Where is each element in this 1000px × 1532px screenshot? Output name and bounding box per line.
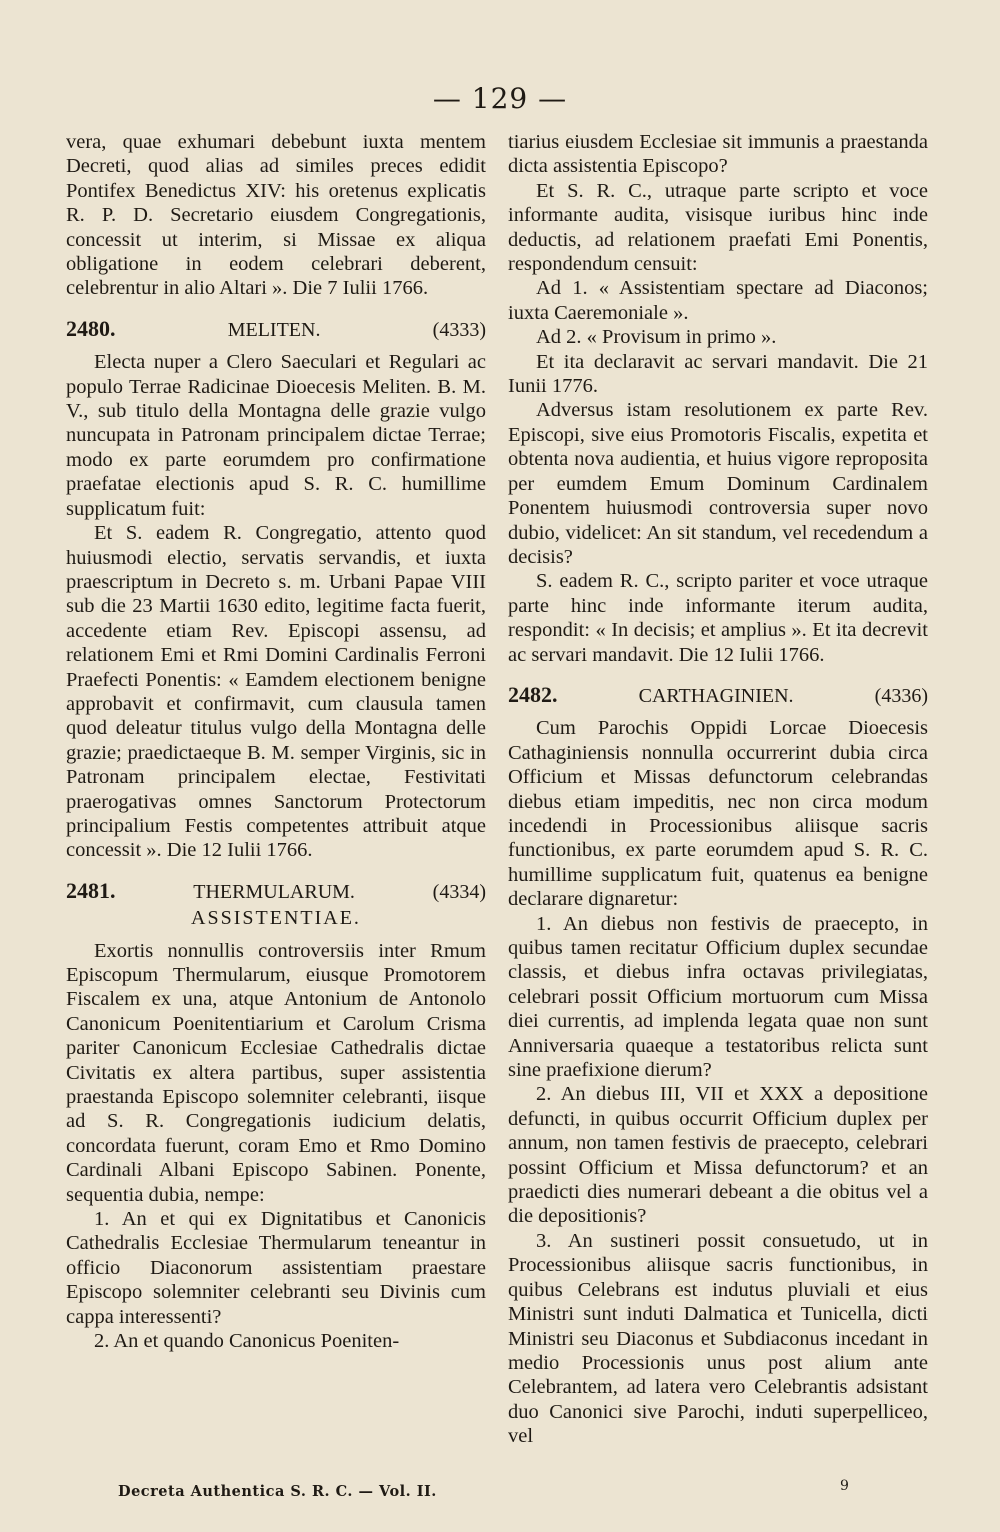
paragraph: Exortis nonnullis controversiis inter Rmum Episcopum Thermularum, eiusque Promotorem Fiscalem ex una, atque Antonium de Antonolo Canonicum Poenitentiarium et Carolum Crisma pariter Canonicum Ecclesiae Cathedralis dictae Civitatis ex altera partibus, super assistentia praestanda Episcopo solemniter celebranti, iisque ad S. R. Congregationis iudicium delatis, concordata fuerunt, coram Emo et Rmo Domino Cardinali Albani Episcopo Sabinen. Ponente, sequentia dubia, nempe:	[66, 939, 486, 1206]
paragraph: Ad 1. « Assistentiam spectare ad Diaconos; iuxta Caeremoniale ».	[508, 277, 928, 324]
entry-reference: (4333)	[432, 318, 486, 341]
paragraph: Et ita declaravit ac servari mandavit. Die 21 Iunii 1776.	[508, 350, 928, 398]
paragraph: Adversus istam resolutionem ex parte Rev. Episcopi, sive eius Promotoris Fiscalis, expetita et obtenta nova audientia, et huius vigore reproposita per eumdem Emum Dominum Cardinalem Ponentem huiusmodi controversia super novo dubio, videlicet: An sit standum, vel recedendum a decisis?	[508, 399, 928, 568]
paragraph: Electa nuper a Clero Saeculari et Regulari ac populo Terrae Radicinae Dioecesis Meliten. B. M. V., sub titulo della Montagna delle grazie vulgo nuncupata in Patronam principalem dictae Terrae; modo ex parte eorumdem pro confirmatione praefatae electionis apud S. R. C. humillime supplicatum fuit:	[66, 351, 486, 520]
entry-number: 2482.	[508, 681, 558, 707]
paragraph: S. eadem R. C., scripto pariter et voce utraque parte hinc inde informante iterum audita, respondit: « In decisis; et amplius ». Et ita decrevit ac servari mandavit. Die 12 Iulii 1766.	[508, 570, 928, 666]
left-column	[66, 130, 486, 1354]
paragraph: tiarius eiusdem Ecclesiae sit immunis a praestanda dicta assistentia Episcopo?	[508, 131, 928, 178]
paragraph: Et S. eadem R. Congregatio, attento quod huiusmodi electio, servatis servandis, et iuxta praescriptum in Decreto s. m. Urbani Papae VIII sub die 23 Martii 1630 edito, legitime facta fuerit, accedente etiam Rev. Episcopi assensu, ad relationem Emi et Rmi Domini Cardinalis Ferroni Praefecti Ponentis: « Eamdem electionem benigne approbavit et confirmavit, cum clausula tamen quod deleatur titulus vulgo della Montagna delle grazie; praedictaeque B. M. semper Virginis, sic in Patronam principalem electae, Festivitati praerogativas omnes Sanctorum Protectorum principalium Festis competentes attribuit atque concessit ». Die 12 Iulii 1766.	[66, 522, 486, 862]
paragraph: 1. An diebus non festivis de praecepto, in quibus tamen recitatur Officium duplex secundae classis, et diebus infra octavas privilegiatas, celebrari possit Officium mortuorum cum Missa diei currentis, ad implenda legata quae non sunt Anniversaria quaeque a testatoribus relicta sunt sine praefixione dierum?	[508, 912, 928, 1082]
entry-heading-2482	[508, 683, 928, 708]
entry-heading-2481	[66, 879, 486, 904]
entry-title: MELITEN.	[227, 318, 321, 341]
entry-reference: (4334)	[432, 880, 486, 903]
paragraph: Et S. R. C., utraque parte scripto et voce informante audita, visisque iuribus hinc inde deductis, ad relationem praefati Emi Ponentis, respondendum censuit:	[508, 179, 928, 276]
page-number: — 129 —	[432, 82, 568, 115]
entry-reference: (4336)	[874, 684, 928, 707]
paragraph: 2. An diebus III, VII et XXX a depositione defuncti, in quibus occurrit Officium duplex per annum, non tamen festivis de praecepto, celebrari possint Officium et Missa defunctorum? et an praedicti dies numerari debeant a die obitus vel a die depositionis?	[508, 1083, 928, 1228]
running-footer: Decreta Authentica S. R. C. — Vol. II.	[118, 1483, 437, 1500]
entry-number: 2480.	[66, 315, 116, 341]
entry-number: 2481.	[66, 877, 116, 903]
paragraph: Ad 2. « Provisum in primo ».	[536, 326, 777, 349]
paragraph: 1. An et qui ex Dignitatibus et Canonicis Cathedralis Ecclesiae Thermularum teneantur in officio Diaconorum assistentiam praestare Episcopo solemniter celebranti seu Divinis cum cappa interessenti?	[66, 1208, 486, 1328]
right-column	[508, 130, 928, 1449]
entry-subtitle: ASSISTENTIAE.	[191, 907, 361, 930]
paragraph: 2. An et quando Canonicus Poeniten-	[94, 1330, 400, 1353]
paragraph: 3. An sustineri possit consuetudo, ut in Processionibus aliisque sacris functionibus, in quibus Celebrans est indutus pluviali et eius Ministri sunt induti Dalmatica et Tunicella, dicti Ministri seu Diaconus et Subdiaconus incedant in medio Processionis unus post alium ante Celebrantem, ad latera vero Celebrantis adsistant duo Canonici sive Parochi, induti superpelliceo, vel	[508, 1229, 928, 1448]
entry-heading-2480	[66, 317, 486, 342]
paragraph: Cum Parochis Oppidi Lorcae Dioecesis Cathaginiensis nonnulla occurrerint dubia circa Officium et Missas defunctorum celebrandas diebus etiam impeditis, nec non circa modum incedendi in Processionibus aliisque sacris functionibus, ex parte eorumdem apud S. R. C. humillime supplicatum fuit, quatenus ea benigne declarare dignaretur:	[508, 717, 928, 911]
signature-mark: 9	[840, 1478, 849, 1494]
paragraph: vera, quae exhumari debebunt iuxta mentem Decreti, quod alias ad similes preces edidit Pontifex Benedictus XIV: his oretenus explicatis R. P. D. Secretario eiusdem Congregationis, concessit ut interim, si Missae ex aliqua obligatione in eodem celebrari deberent, celebrentur in alio Altari ». Die 7 Iulii 1766.	[66, 131, 486, 300]
entry-title: CARTHAGINIEN.	[638, 684, 794, 707]
entry-title: THERMULARUM.	[193, 880, 355, 903]
